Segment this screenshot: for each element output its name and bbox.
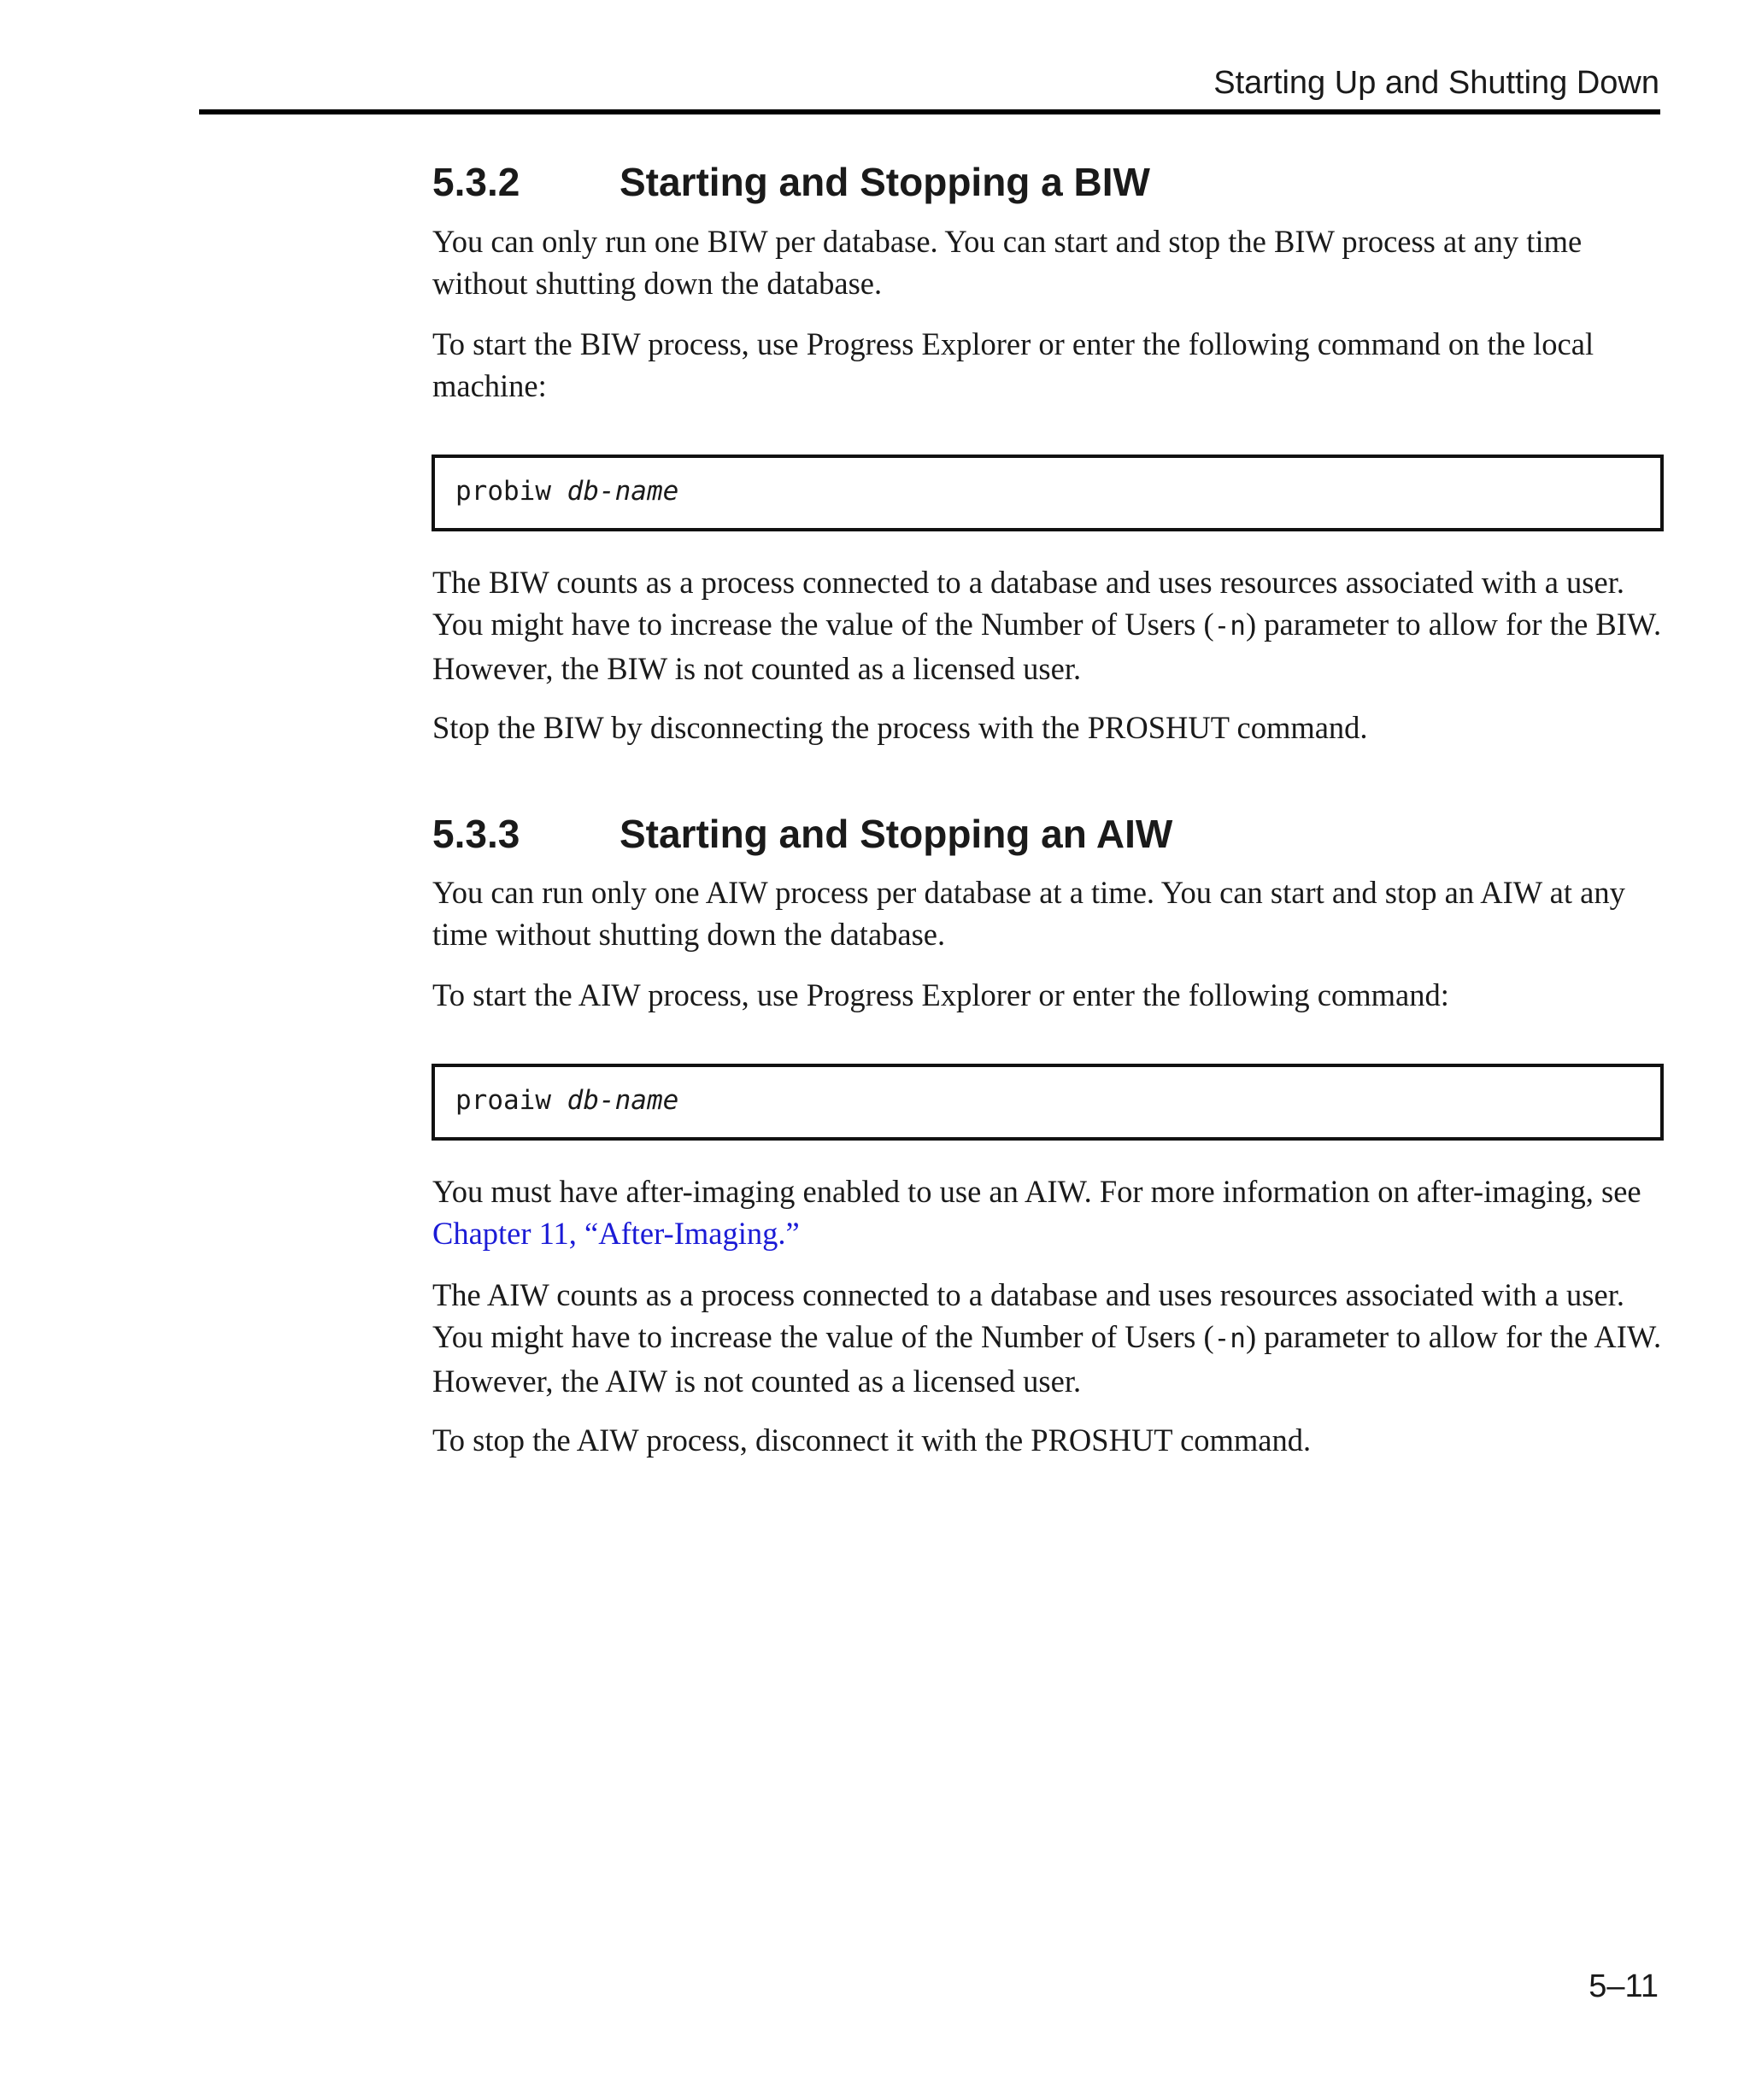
paragraph: You can run only one AIW process per database at a time. You can start and stop an AIW at any time without shutting down the database. <box>432 875 1625 952</box>
paragraph <box>432 1170 1663 1254</box>
section-heading-5-3-3 <box>432 811 1172 857</box>
paragraph <box>432 561 1663 689</box>
text-run: The BIW counts as a process connected to a database and uses resources associated with a user. You might have to increase the value of the Number of Users ( <box>432 565 1624 642</box>
code-block-probiw <box>432 455 1664 531</box>
header-rule <box>199 109 1660 114</box>
text-run: You must have after-imaging enabled to use an AIW. For more information on after-imaging, see <box>432 1174 1641 1209</box>
paragraph: To start the AIW process, use Progress Explorer or enter the following command: <box>432 977 1449 1012</box>
code-command: probiw <box>455 476 551 507</box>
page-number: 5–11 <box>1589 1968 1659 2004</box>
section-title: Starting and Stopping a BIW <box>620 160 1150 204</box>
section-heading-5-3-2 <box>432 159 1150 205</box>
inline-code: -n <box>1213 1323 1246 1354</box>
text-run: The AIW counts as a process connected to a database and uses resources associated with a user. You might have to increase the value of the Number of Users ( <box>432 1277 1624 1354</box>
text-run: ) parameter to allow for the AIW. However, the AIW is not counted as a licensed user. <box>432 1319 1662 1399</box>
section-number: 5.3.3 <box>432 812 520 856</box>
code-command: proaiw <box>455 1085 551 1116</box>
code-argument: db-name <box>567 476 679 507</box>
chapter-11-link[interactable]: Chapter 11, “After-Imaging.” <box>432 1216 800 1251</box>
paragraph: You can only run one BIW per database. You can start and stop the BIW process at any time without shutting down the database. <box>432 224 1583 301</box>
section-title: Starting and Stopping an AIW <box>620 812 1173 856</box>
code-argument: db-name <box>567 1085 679 1116</box>
paragraph: To start the BIW process, use Progress Explorer or enter the following command on the local machine: <box>432 326 1594 403</box>
paragraph: Stop the BIW by disconnecting the process with the PROSHUT command. <box>432 710 1368 745</box>
paragraph: To stop the AIW process, disconnect it with the PROSHUT command. <box>432 1422 1312 1458</box>
code-line <box>455 1085 678 1116</box>
text-run: ) parameter to allow for the BIW. However, the BIW is not counted as a licensed user. <box>432 607 1662 686</box>
inline-code: -n <box>1213 611 1246 642</box>
code-block-proaiw <box>432 1064 1664 1141</box>
code-line <box>455 476 678 507</box>
section-number: 5.3.2 <box>432 160 520 204</box>
paragraph <box>432 1274 1663 1402</box>
running-header: Starting Up and Shutting Down <box>1213 65 1659 101</box>
